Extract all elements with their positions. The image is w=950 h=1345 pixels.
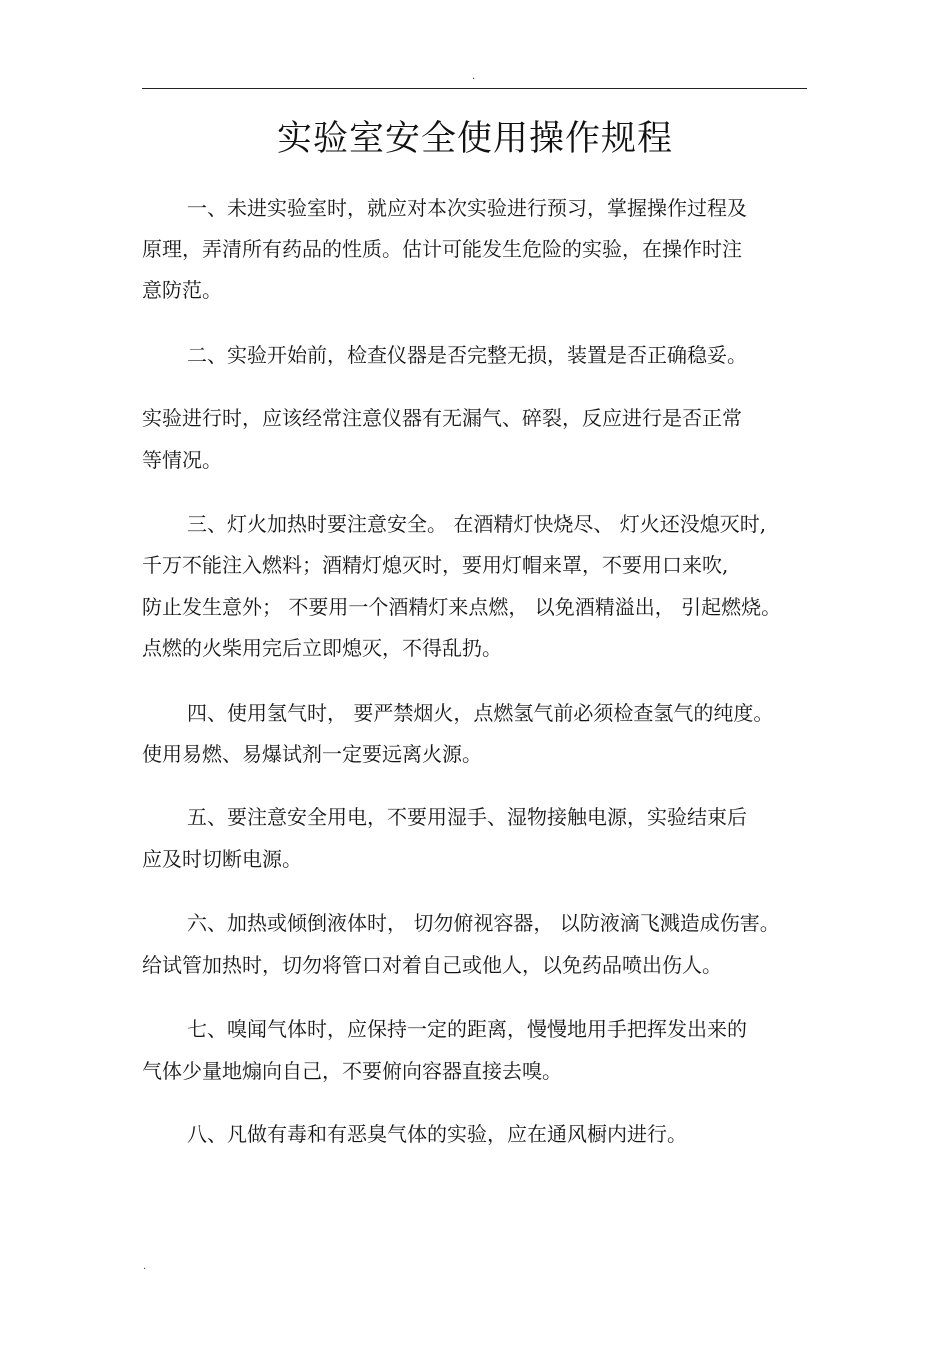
section-8-line-1: 八、凡做有毒和有恶臭气体的实验，应在通风橱内进行。 xyxy=(187,1122,687,1146)
section-1-line-2: 原理，弄清所有药品的性质。估计可能发生危险的实验，在操作时注 xyxy=(142,237,742,261)
header-dot: . xyxy=(472,71,476,82)
section-3-line-2: 千万不能注入燃料；酒精灯熄灭时，要用灯帽来罩，不要用口来吹, xyxy=(142,553,729,577)
section-2-line-3: 等情况。 xyxy=(142,448,222,472)
section-4-line-2: 使用易燃、易爆试剂一定要远离火源。 xyxy=(142,742,482,766)
section-1-line-3: 意防范。 xyxy=(142,278,222,302)
section-3-line-4: 点燃的火柴用完后立即熄灭，不得乱扔。 xyxy=(142,636,502,660)
section-3-line-3: 防止发生意外； 不要用一个酒精灯来点燃， 以免酒精溢出， 引起燃烧。 xyxy=(142,595,782,619)
section-7-line-2: 气体少量地煽向自己，不要俯向容器直接去嗅。 xyxy=(142,1059,562,1083)
document-title: 实验室安全使用操作规程 xyxy=(276,119,673,159)
section-5-line-1: 五、要注意安全用电，不要用湿手、湿物接触电源，实验结束后 xyxy=(187,805,747,829)
footer-dot: . xyxy=(143,1261,147,1272)
section-5-line-2: 应及时切断电源。 xyxy=(142,847,302,871)
header-rule xyxy=(142,88,807,89)
section-7-line-1: 七、嗅闻气体时，应保持一定的距离，慢慢地用手把挥发出来的 xyxy=(187,1017,747,1041)
section-6-line-2: 给试管加热时，切勿将管口对着自己或他人，以免药品喷出伤人。 xyxy=(142,953,722,977)
section-1-line-1: 一、未进实验室时，就应对本次实验进行预习，掌握操作过程及 xyxy=(187,196,747,220)
section-3-line-1: 三、灯火加热时要注意安全。 在酒精灯快烧尽、 灯火还没熄灭时, xyxy=(187,512,767,536)
section-4-line-1: 四、使用氢气时， 要严禁烟火，点燃氢气前必须检查氢气的纯度。 xyxy=(187,701,774,725)
section-2-line-2: 实验进行时，应该经常注意仪器有无漏气、碎裂，反应进行是否正常 xyxy=(142,406,742,430)
section-6-line-1: 六、加热或倾倒液体时， 切勿俯视容器， 以防液滴飞溅造成伤害。 xyxy=(187,911,780,935)
section-2-line-1: 二、实验开始前，检查仪器是否完整无损，装置是否正确稳妥。 xyxy=(187,343,747,367)
